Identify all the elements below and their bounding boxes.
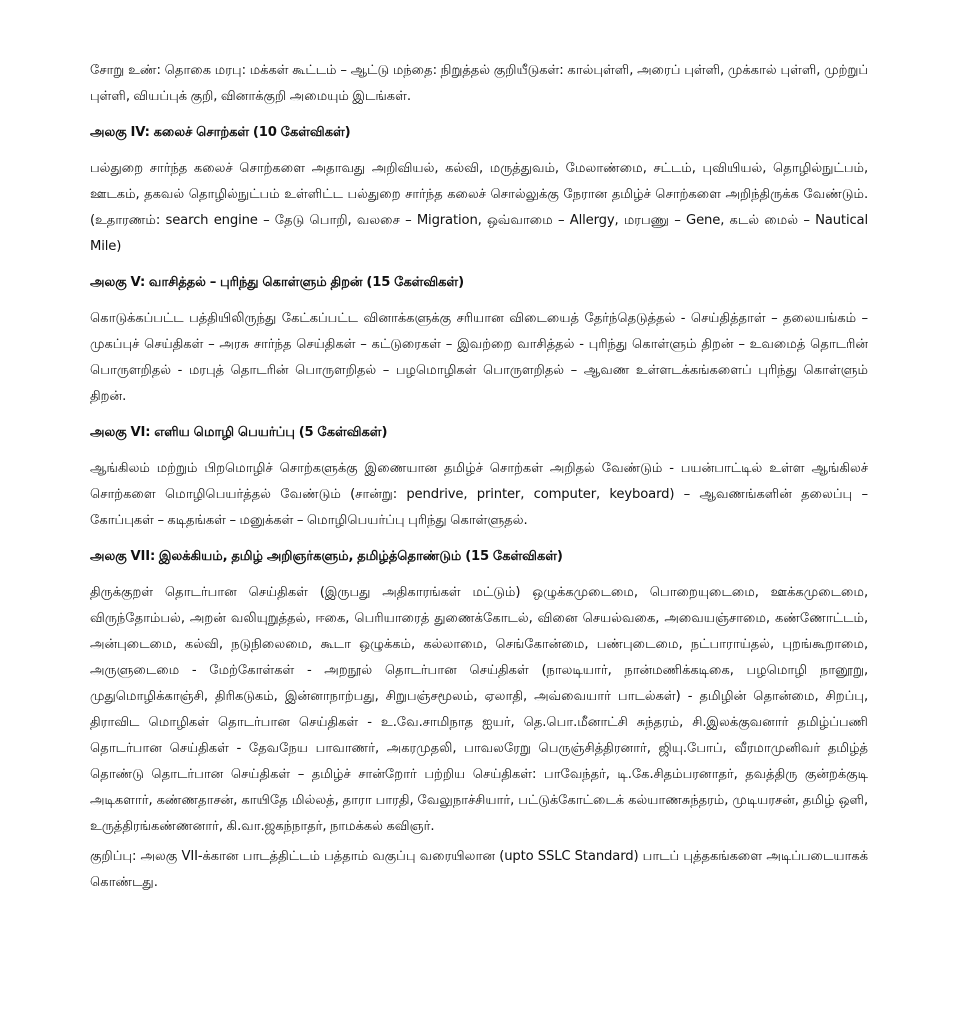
- section-body-unit-6: ஆங்கிலம் மற்றும் பிறமொழிச் சொற்களுக்கு இணையான தமிழ்ச் சொற்கள் அறிதல் வேண்டும் - பயன்பாட்டில் உள்ள ஆங்கிலச் சொற்களை மொழிபெயர்த்தல் வேண்டும் (சான்று: pendrive, printer, computer, keyboard) – ஆவணங்களின் தலைப்பு – கோப்புகள் – கடிதங்கள் – மனுக்கள் – மொழிபெயர்ப்பு புரிந்து கொள்ளுதல்.: [90, 461, 868, 528]
- intro-paragraph: சோறு உண்: தொகை மரபு: மக்கள் கூட்டம் – ஆட்டு மந்தை: நிறுத்தல் குறியீடுகள்: கால்புள்ளி, அரைப் புள்ளி, முக்கால் புள்ளி, முற்றுப் புள்ளி, வியப்புக் குறி, வினாக்குறி அமையும் இடங்கள்.: [90, 63, 868, 104]
- section-body-unit-4: பல்துறை சார்ந்த கலைச் சொற்களை அதாவது அறிவியல், கல்வி, மருத்துவம், மேலாண்மை, சட்டம், புவியியல், தொழில்நுட்பம், ஊடகம், தகவல் தொழில்நுட்பம் உள்ளிட்ட பல்துறை சார்ந்த கலைச் சொல்லுக்கு நேரான தமிழ்ச் சொற்களை அறிந்திருக்க வேண்டும். (உதாரணம்: search engine – தேடு பொறி, வலசை – Migration, ஒவ்வாமை – Allergy, மரபணு – Gene, கடல் மைல் – Nautical Mile): [90, 161, 868, 254]
- section-heading-unit-5: அலகு V: வாசித்தல் – புரிந்து கொள்ளும் திறன் (15 கேள்விகள்): [90, 275, 464, 290]
- section-body-unit-7: திருக்குறள் தொடர்பான செய்திகள் (இருபது அதிகாரங்கள் மட்டும்) ஒழுக்கமுடைமை, பொறையுடைமை, ஊக்கமுடைமை, விருந்தோம்பல், அறன் வலியுறுத்தல், ஈகை, பெரியாரைத் துணைக்கோடல், வினை செயல்வகை, அவையஞ்சாமை, கண்ணோட்டம், அன்புடைமை, கல்வி, நடுநிலைமை, கூடா ஒழுக்கம், கல்லாமை, செங்கோன்மை, பண்புடைமை, நட்பாராய்தல், புறங்கூறாமை, அருளுடைமை - மேற்கோள்கள் - அறநூல் தொடர்பான செய்திகள் (நாலடியார், நான்மணிக்கடிகை, பழமொழி நானூறு, முதுமொழிக்காஞ்சி, திரிகடுகம், இன்னாநாற்பது, சிறுபஞ்சமூலம், ஏலாதி, அவ்வையார் பாடல்கள்) - தமிழின் தொன்மை, சிறப்பு, திராவிட மொழிகள் தொடர்பான செய்திகள் - உ.வே.சாமிநாத ஐயர், தெ.பொ.மீனாட்சி சுந்தரம், சி.இலக்குவனார் தமிழ்ப்பணி தொடர்பான செய்திகள் - தேவநேய பாவாணர், அகரமுதலி, பாவலரேறு பெருஞ்சித்திரனார், ஜியு.போப், வீரமாமுனிவர் தமிழ்த் தொண்டு தொடர்பான செய்திகள் – தமிழ்ச் சான்றோர் பற்றிய செய்திகள்: பாவேந்தர், டி.கே.சிதம்பரனாதர், தவத்திரு குன்றக்குடி அடிகளார், கண்ணதாசன், காயிதே மில்லத், தாரா பாரதி, வேலுநாச்சியார், பட்டுக்கோட்டைக் கல்யாணசுந்தரம், முடியரசன், தமிழ் ஒளி, உருத்திரங்கண்ணனார், கி.வா.ஜகந்நாதர், நாமக்கல் கவிஞர்.: [90, 585, 868, 834]
- section-heading-unit-6: அலகு VI: எளிய மொழி பெயர்ப்பு (5 கேள்விகள்): [90, 425, 388, 440]
- section-body-unit-5: கொடுக்கப்பட்ட பத்தியிலிருந்து கேட்கப்பட்ட வினாக்களுக்கு சரியான விடையைத் தேர்ந்தெடுத்தல் - செய்தித்தாள் – தலையங்கம் – முகப்புச் செய்திகள் – அரசு சார்ந்த செய்திகள் – கட்டுரைகள் – இவற்றை வாசித்தல் - புரிந்து கொள்ளும் திறன் – உவமைத் தொடரின் பொருளறிதல் - மரபுத் தொடரின் பொருளறிதல் – பழமொழிகள் பொருளறிதல் – ஆவண உள்ளடக்கங்களைப் புரிந்து கொள்ளும் திறன்.: [90, 311, 868, 404]
- note-paragraph: குறிப்பு: அலகு VII-க்கான பாடத்திட்டம் பத்தாம் வகுப்பு வரையிலான (upto SSLC Standard) பாடப் புத்தகங்களை அடிப்படையாகக் கொண்டது.: [90, 849, 868, 890]
- section-heading-unit-7: அலகு VII: இலக்கியம், தமிழ் அறிஞர்களும், தமிழ்த்தொண்டும் (15 கேள்விகள்): [90, 549, 563, 564]
- section-heading-unit-4: அலகு IV: கலைச் சொற்கள் (10 கேள்விகள்): [90, 125, 351, 140]
